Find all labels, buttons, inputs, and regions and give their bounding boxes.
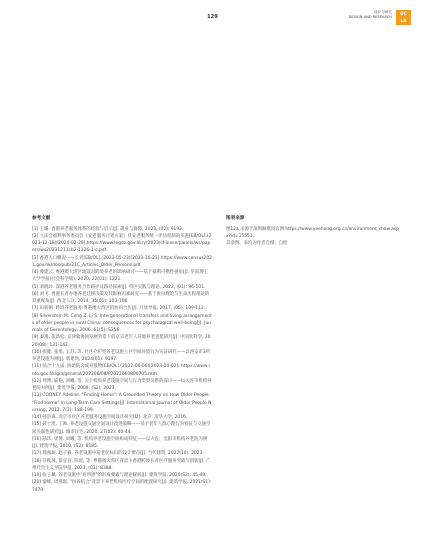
reference-item: [16] 陆玮, 周博, 刘曦, 等. 机构养老设施空间构成特征——以大连、沈阳市机构养老院为例[J]. 建筑学报, 2010, (S2): 8185. <box>32 436 208 449</box>
references-section <box>32 215 212 494</box>
figure-sources-heading: 图表来源 <box>226 216 245 221</box>
logo-line-2: LA <box>400 18 407 23</box>
reference-item: [7] 田新朝. 跨境养老服务:粤港澳大湾区的协同合作[J]. 开放导报, 2017, (05): 109-112. <box>32 306 206 312</box>
figure-sources-list <box>226 226 401 248</box>
reference-item: [18] 符秋凤, 蔡宜君, 陈瑶, 等. 粤港澳大湾区背景下香港跨境长者医疗服务突破与创新[J]. 广州社会主义学院学报, 2023, (03): 8388. <box>32 458 211 471</box>
journal-title-cn: 设计与研究 <box>374 10 392 14</box>
reference-item: [12] 周博, 陆艳, 刘曦, 等. 关于机构养老设施空间与行为类型关系的探讨——以大连市机构养老院为例[J]. 建筑学报, 2009, (S2): 2023. <box>32 378 212 391</box>
logo-line-1: DC <box>400 11 407 16</box>
reference-item: [8] Silverstein M, Cong Z, Li S. Intergenerational transfers and living arrangements of older people in rural China: consequences for psychological well-being[J]. Journals of Gerontology, 2006, 61(5): S256. <box>32 313 212 333</box>
journal-title <box>348 10 392 20</box>
references-list <box>32 226 212 494</box>
reference-item: [9] 秦翔, 张新松. 京津冀协同发展背景下的京京老年人异地养老意愿研究[J]. 中国软科学, 2020(08): 131-142. <box>32 335 211 348</box>
reference-item: [1] 王璐. 香港养老服务体系的经验与启示[J]. 就业与保障, 2023, (02): 9193. <box>32 226 184 232</box>
reference-item: [6] 刘飞. 香港长者办地养老迁移决策及其影响因素研究——基于推拉理论与生命历程理论的双重视角[J]. 西北人口, 2014, 35(01): 103-108. <box>32 291 210 304</box>
page-number: 129 <box>207 14 218 20</box>
figure-sources-section <box>226 215 401 247</box>
reference-item: [14] 孙浩珠. 北京市社区养老服务设施空间设计研究[D]. 北京: 清华大学, 2016. <box>32 415 188 420</box>
reference-item: [17] 周燕珉, 赵子毅. 养老设施中适老化标识的设计要点[J]. 当代建筑, 2022(10): 2023. <box>32 451 204 457</box>
reference-item: [11] 法合十九届. 协助院舍或对接物[EB/OL].(2022-06-06)[2023-10-02]. https://www.info.gov.hk/gia/general/202206/08/P2022060800705.htm. <box>32 364 210 377</box>
journal-logo <box>396 10 411 25</box>
reference-item: [15] 聂士凯, 丁帅. 养老设施交通空间设计改进策略——基于老年人群心理行为特征与交通空间关联性研究[J]. 城市住宅, 2020, 27(02): 40-44. <box>32 422 211 435</box>
references-heading: 参考文献 <box>32 216 51 221</box>
reference-item: [20] 秦峰, 周燕珉. "医养结合"背景下养老机构医疗空间的配置研究[J]. 建筑学报, 2021(S1): 7479. <box>32 480 212 493</box>
reference-item: [2] 立法会福利事务委员会《安老服务计划方案》及安老服务统一评估机制的实施[EB/OL].(2023-12-18)[2024-02-29].https://www.legco.gov.hk/yr2023/chinese/panels/ws/papers/ws20231211cb2-1126-1-c.pdf. <box>32 233 212 254</box>
figure-source-item: 其余图、表均为作者自摄、自绘 <box>226 241 288 246</box>
reference-item: [4] 曹建云. 粤港澳大湾区建设对跨境养老的影响研究——基于福利可携性视角[J]. 华南理工大学学报(社会科学版), 2020, 22(01): 1221. <box>32 270 208 283</box>
reference-item: [13] COONEY Adeline. "Finding Home": A Grounded Theory on How Older People "Find Home" in Long-Term Care Settings[J]. International Journal of Older People Nursing, 2012, 7(3): 188-199. <box>32 393 212 413</box>
reference-item: [5] 刘晓玲. 深港养老服务合作路径及路径探索[J]. 特区实践与理论, 2022, (01): 96-101. <box>32 284 206 290</box>
journal-title-en: DESIGN AND RESEARCH <box>348 15 392 19</box>
reference-item: [3] 香港人口概况——长者[EB/OL].(2023-05-23)[2023-10-21].https://www.census2021.gov.hk/doc/pub/21C_Articles_Older_Persons.pdf. <box>32 255 212 268</box>
figure-source-item: 图12a 来源于深圳颐康园官网 https://www.yeehong.org.cn/environment_show.aspx?id=15551; <box>226 226 399 239</box>
reference-item: [10] 张健, 张勇, 王苏, 等. 社区介护型养老设施公共空间环境行为实证研究——以西安市3所养老设施为例[J]. 新建筑, 2024(01): 9197. <box>32 349 211 362</box>
reference-item: [19] 张子珮. 养老设施中"居所感"的形成要素与理论解析[J]. 建筑学报, 2020(S2): 45-49. <box>32 473 207 478</box>
